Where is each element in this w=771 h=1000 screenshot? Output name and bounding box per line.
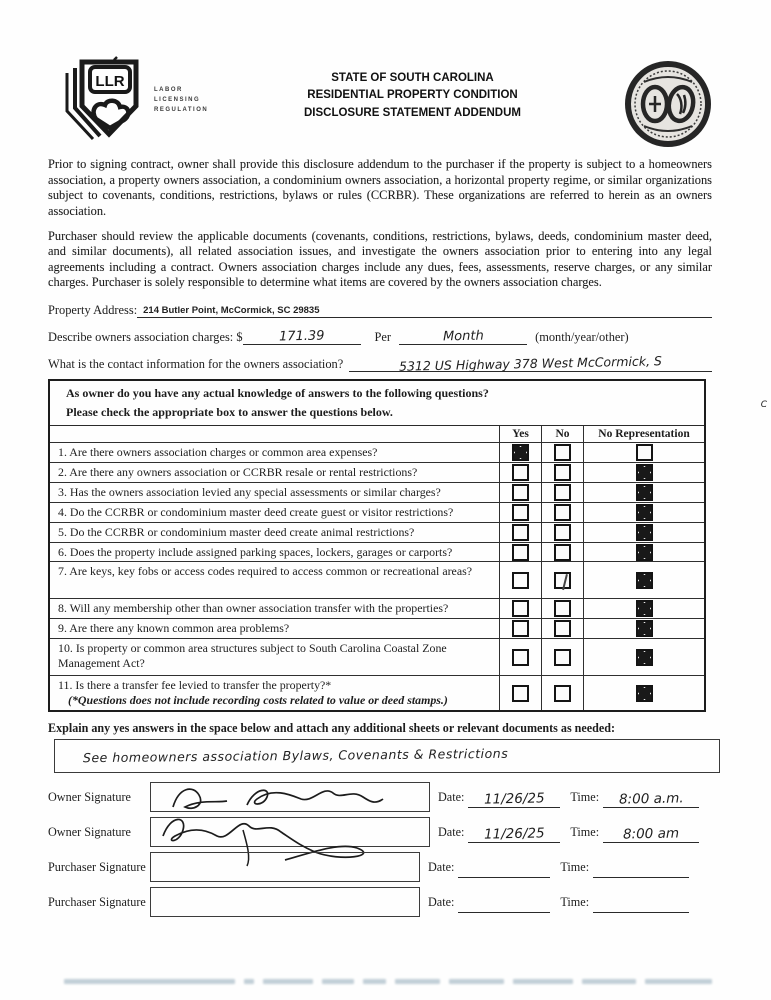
- charges-period-value: Month: [442, 328, 484, 345]
- norep-checkbox[interactable]: [636, 649, 653, 666]
- norep-checkbox[interactable]: [636, 464, 653, 481]
- question-note: (*Questions does not include recording costs related to value or deed stamps.): [68, 693, 448, 708]
- yes-checkbox[interactable]: [512, 572, 529, 589]
- time-field[interactable]: [593, 892, 689, 913]
- purchaser-signature-1-box[interactable]: [150, 852, 420, 882]
- footer-blur-segment: [64, 979, 235, 984]
- yes-cell: [500, 562, 542, 598]
- yes-cell: [500, 483, 542, 502]
- question-text: 7. Are keys, key fobs or access codes required to access common or recreational areas?: [50, 562, 500, 598]
- date-label: Date:: [438, 824, 465, 839]
- title-line-2: RESIDENTIAL PROPERTY CONDITION: [307, 89, 518, 102]
- yes-checkbox[interactable]: [512, 444, 529, 461]
- norep-cell: [584, 562, 704, 598]
- title-line-3: DISCLOSURE STATEMENT ADDENDUM: [303, 106, 521, 119]
- yes-cell: [500, 543, 542, 562]
- property-address-line: [48, 296, 712, 318]
- yes-cell: [500, 676, 542, 710]
- no-checkbox[interactable]: [554, 544, 571, 561]
- table-row: [50, 676, 704, 710]
- time-label: Time:: [560, 859, 590, 874]
- contact-field[interactable]: [349, 353, 712, 374]
- question-text: 8. Will any membership other than owner association transfer with the properties?: [50, 599, 500, 618]
- no-checkbox[interactable]: [554, 484, 571, 501]
- question-text: 9. Are there any known common area problems?: [50, 619, 500, 638]
- table-header-row: [50, 426, 704, 443]
- signature-label: Owner Signature: [48, 824, 131, 839]
- norep-checkbox[interactable]: [636, 685, 653, 702]
- norep-checkbox[interactable]: [636, 524, 653, 541]
- signature-label: Purchaser Signature: [48, 894, 146, 909]
- footer-blur-segment: [645, 979, 712, 984]
- no-checkbox[interactable]: [554, 685, 571, 702]
- time-label: Time:: [570, 824, 600, 839]
- charges-amount-value: 171.39: [278, 328, 325, 345]
- form-content: [48, 56, 712, 920]
- time-label: Time:: [560, 894, 590, 909]
- no-cell: [542, 523, 584, 542]
- table-row: [50, 639, 704, 676]
- llr-logo: [48, 56, 223, 144]
- norep-checkbox[interactable]: [636, 620, 653, 637]
- norep-cell: [584, 483, 704, 502]
- question-text: 1. Are there owners association charges or common area expenses?: [50, 443, 500, 462]
- no-cell: [542, 639, 584, 675]
- question-text: 3. Has the owners association levied any special assessments or similar charges?: [50, 483, 500, 502]
- yes-checkbox[interactable]: [512, 484, 529, 501]
- no-cell: [542, 543, 584, 562]
- table-row: [50, 463, 704, 483]
- yes-checkbox[interactable]: [512, 620, 529, 637]
- date-field[interactable]: [468, 787, 560, 808]
- logo-caption-line: REGULATION: [154, 107, 209, 114]
- table-row: [50, 483, 704, 503]
- yes-checkbox[interactable]: [512, 504, 529, 521]
- footer-blur-segment: [244, 979, 254, 984]
- signature-row: [48, 885, 712, 920]
- norep-checkbox[interactable]: [636, 484, 653, 501]
- intro-paragraph-2: Purchaser should review the applicable documents (covenants, conditions, restrictions, bylaws, deeds, condominium master deed, and similar documents), all related association issues, and investigate the owners association prior to entering into any legal agreements including a contract. Owners association charges include any dues, fees, assessments, reserve charges, or any similar charges. Purchaser is solely responsible to determine what items are covered by the owners association charges.: [48, 228, 712, 290]
- no-checkbox[interactable]: [554, 464, 571, 481]
- footer-blur-strip: [64, 979, 712, 984]
- llr-logo-caption: [154, 85, 208, 116]
- logo-caption-line: LICENSING: [154, 96, 201, 103]
- no-cell: [542, 619, 584, 638]
- time-value: 8:00 a.m.: [618, 790, 684, 808]
- footer-blur-segment: [263, 979, 313, 984]
- date-label: Date:: [428, 859, 455, 874]
- state-seal: [602, 56, 712, 148]
- date-label: Date:: [428, 894, 455, 909]
- no-checkbox[interactable]: [554, 600, 571, 617]
- yes-cell: [500, 619, 542, 638]
- footer-blur-segment: [322, 979, 355, 984]
- table-row: [50, 503, 704, 523]
- norep-checkbox[interactable]: [636, 600, 653, 617]
- norep-cell: [584, 503, 704, 522]
- signature-label: Purchaser Signature: [48, 859, 146, 874]
- explain-answer-box[interactable]: [54, 739, 720, 773]
- no-cell: [542, 562, 584, 598]
- explain-answer-value: See homeowners association Bylaws, Covenants & Restrictions: [82, 746, 509, 766]
- signature-section: [48, 780, 712, 920]
- column-header-no: No: [542, 426, 584, 442]
- charges-label: Describe owners association charges: $: [48, 330, 243, 344]
- yes-checkbox[interactable]: [512, 649, 529, 666]
- instruction-line-1: As owner do you have any actual knowledge of answers to the following questions?: [66, 386, 489, 400]
- date-value: 11/26/25: [483, 790, 545, 808]
- llr-monogram: LLR: [95, 73, 125, 90]
- no-cell: [542, 503, 584, 522]
- date-label: Date:: [438, 789, 465, 804]
- logo-caption-line: LABOR: [154, 86, 183, 93]
- per-label: Per: [374, 330, 392, 344]
- norep-cell: [584, 463, 704, 482]
- table-row: [50, 619, 704, 639]
- question-text: 5. Do the CCRBR or condominium master deed create animal restrictions?: [50, 523, 500, 542]
- norep-checkbox[interactable]: [636, 444, 653, 461]
- table-row: [50, 543, 704, 563]
- no-cell: [542, 443, 584, 462]
- no-cell: [542, 676, 584, 710]
- instruction-line-2: Please check the appropriate box to answer the questions below.: [66, 404, 393, 419]
- no-checkbox[interactable]: [554, 444, 571, 461]
- question-text: 11. Is there a transfer fee levied to transfer the property?*: [58, 678, 332, 693]
- charges-period-field[interactable]: [399, 329, 527, 345]
- owner-signature-1-box[interactable]: [150, 782, 430, 812]
- form-title: [223, 56, 602, 122]
- date-field[interactable]: [468, 822, 560, 843]
- column-header-norep: No Representation: [598, 428, 690, 441]
- time-label: Time:: [570, 789, 600, 804]
- date-field[interactable]: [458, 857, 550, 878]
- contact-value: 5312 US Highway 378 West McCormick, S: [399, 353, 663, 374]
- date-value: 11/26/25: [483, 825, 545, 843]
- knowledge-question-table: [48, 379, 706, 712]
- property-address-field[interactable]: [137, 305, 712, 318]
- owner-signature-2-box[interactable]: [150, 817, 430, 847]
- no-cell: [542, 483, 584, 502]
- norep-checkbox[interactable]: [636, 544, 653, 561]
- contact-info-line: [48, 350, 712, 372]
- table-instructions: [50, 381, 704, 426]
- footer-blur-segment: [449, 979, 505, 984]
- yes-checkbox[interactable]: [512, 464, 529, 481]
- contact-label: What is the contact information for the owners association?: [48, 357, 344, 371]
- norep-checkbox[interactable]: [636, 572, 653, 589]
- question-text: 2. Are there any owners association or CCRBR resale or rental restrictions?: [50, 463, 500, 482]
- question-text: 10. Is property or common area structures subject to South Carolina Coastal Zone Management Act?: [50, 639, 500, 675]
- time-field[interactable]: [603, 787, 699, 808]
- footer-blur-segment: [395, 979, 439, 984]
- table-row: [50, 599, 704, 619]
- no-checkbox[interactable]: [554, 620, 571, 637]
- table-row: [50, 443, 704, 463]
- question-text: 4. Do the CCRBR or condominium master deed create guest or visitor restrictions?: [50, 503, 500, 522]
- state-seal-icon: [624, 60, 712, 148]
- table-row: [50, 523, 704, 543]
- yes-cell: [500, 463, 542, 482]
- contact-overflow-mark: C: [760, 400, 767, 410]
- column-header-yes: Yes: [500, 426, 542, 442]
- yes-checkbox[interactable]: [512, 524, 529, 541]
- norep-cell: [584, 523, 704, 542]
- date-field[interactable]: [458, 892, 550, 913]
- no-checkbox[interactable]: [554, 649, 571, 666]
- per-suffix: (month/year/other): [535, 330, 629, 344]
- question-cell: [50, 676, 500, 710]
- norep-checkbox[interactable]: [636, 504, 653, 521]
- signature-label: Owner Signature: [48, 789, 131, 804]
- property-address-value: 214 Butler Point, McCormick, SC 29835: [143, 305, 320, 316]
- yes-cell: [500, 443, 542, 462]
- norep-cell: [584, 599, 704, 618]
- intro-paragraph-1: Prior to signing contract, owner shall provide this disclosure addendum to the purchaser if the property is subject to a homeowners association, a property owners association, a condominium owners association, a horizontal property regime, or similar organizations subject to covenants, conditions, restrictions, bylaws or rules (CCRBR). These organizations are referred to herein as an owners association.: [48, 157, 712, 218]
- norep-cell: [584, 619, 704, 638]
- no-cell: [542, 599, 584, 618]
- no-checkbox[interactable]: [554, 504, 571, 521]
- signature-row: [48, 815, 712, 850]
- yes-cell: [500, 639, 542, 675]
- norep-cell: [584, 443, 704, 462]
- table-row: [50, 562, 704, 599]
- form-header: [48, 56, 712, 148]
- question-text: 6. Does the property include assigned parking spaces, lockers, garages or carports?: [50, 543, 500, 562]
- header-spacer-cell: [50, 426, 500, 442]
- llr-shield-icon: [48, 56, 152, 144]
- yes-checkbox[interactable]: [512, 685, 529, 702]
- association-charges-line: [48, 323, 712, 345]
- no-cell: [542, 463, 584, 482]
- yes-cell: [500, 503, 542, 522]
- yes-cell: [500, 523, 542, 542]
- norep-cell: [584, 543, 704, 562]
- purchaser-signature-2-box[interactable]: [150, 887, 420, 917]
- explain-instruction: Explain any yes answers in the space below and attach any additional sheets or relevant documents as needed:: [48, 720, 615, 735]
- time-field[interactable]: [603, 822, 699, 843]
- yes-checkbox[interactable]: [512, 544, 529, 561]
- charges-amount-field[interactable]: [243, 329, 361, 345]
- time-value: 8:00 am: [622, 825, 680, 843]
- property-address-label: Property Address:: [48, 303, 138, 317]
- footer-blur-segment: [582, 979, 636, 984]
- norep-cell: [584, 639, 704, 675]
- time-field[interactable]: [593, 857, 689, 878]
- footer-blur-segment: [363, 979, 386, 984]
- title-line-1: STATE OF SOUTH CAROLINA: [331, 72, 494, 84]
- yes-cell: [500, 599, 542, 618]
- norep-cell: [584, 676, 704, 710]
- no-checkbox[interactable]: [554, 524, 571, 541]
- signature-row: [48, 850, 712, 885]
- yes-checkbox[interactable]: [512, 600, 529, 617]
- footer-blur-segment: [513, 979, 573, 984]
